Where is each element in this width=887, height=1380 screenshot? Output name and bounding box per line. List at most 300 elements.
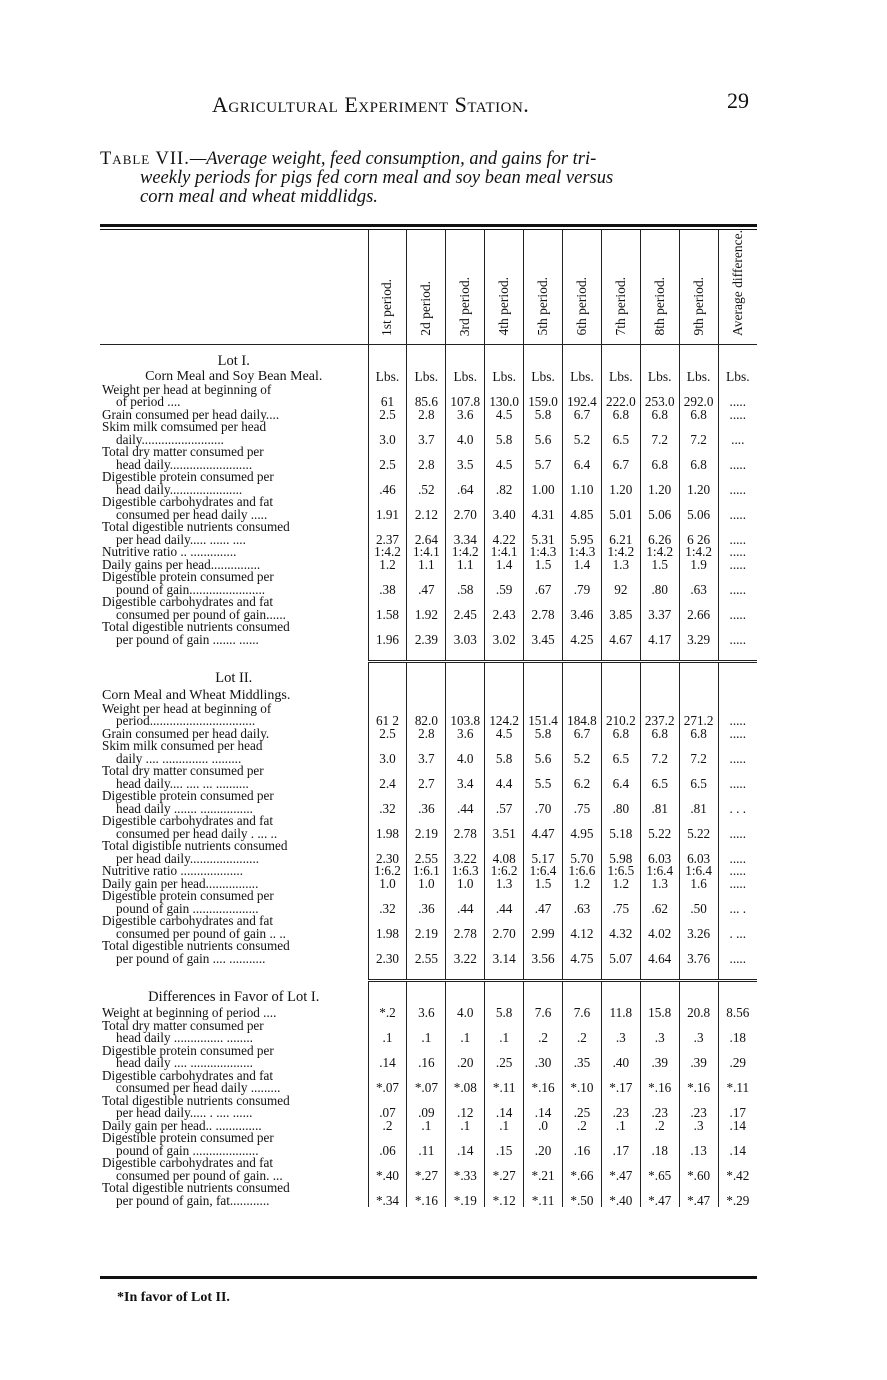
table-cell: .1 bbox=[446, 1020, 485, 1045]
table-cell: *.08 bbox=[446, 1070, 485, 1095]
table-row bbox=[100, 471, 757, 496]
row-label-line-2: head daily......................... bbox=[116, 456, 253, 472]
row-label bbox=[100, 1132, 368, 1157]
table-cell: .44 bbox=[446, 890, 485, 915]
empty-cell bbox=[718, 981, 757, 1008]
empty-cell bbox=[601, 344, 640, 371]
row-label-line-1: Total digestible nutrients consumed bbox=[102, 1180, 290, 1196]
table-cell: .25 bbox=[562, 1095, 601, 1120]
table-cell: ..... bbox=[718, 703, 757, 728]
table-caption bbox=[100, 150, 760, 207]
page-number: 29 bbox=[727, 88, 749, 113]
table-cell: .40 bbox=[601, 1045, 640, 1070]
table-cell: 5.22 bbox=[640, 815, 679, 840]
row-label-line-2: per head daily..... ...... .... bbox=[116, 531, 246, 547]
table-cell: 3.26 bbox=[679, 915, 718, 940]
table-cell: .70 bbox=[524, 790, 563, 815]
separator-cell bbox=[524, 965, 563, 981]
table-cell: 5.06 bbox=[679, 496, 718, 521]
table-cell: *.10 bbox=[562, 1070, 601, 1095]
row-label-line-1: Total dry matter consumed per bbox=[102, 1017, 264, 1033]
table-cell: 2.70 bbox=[485, 915, 524, 940]
table-cell: *.50 bbox=[562, 1182, 601, 1207]
table-cell: 6.8 bbox=[679, 728, 718, 741]
empty-cell bbox=[446, 981, 485, 1008]
table-cell: 2.19 bbox=[407, 815, 446, 840]
table-cell: 3.0 bbox=[368, 421, 407, 446]
table-cell: 3.45 bbox=[524, 621, 563, 646]
table-row bbox=[100, 815, 757, 840]
table-cell: 6.8 bbox=[679, 409, 718, 422]
table-cell: .80 bbox=[601, 790, 640, 815]
row-label-line-1: Total digestible nutrients consumed bbox=[102, 1092, 290, 1108]
separator-cell bbox=[601, 646, 640, 662]
table-cell: *.17 bbox=[601, 1070, 640, 1095]
table-cell: 3.03 bbox=[446, 621, 485, 646]
table-cell: 4.08 bbox=[485, 840, 524, 865]
empty-cell bbox=[718, 688, 757, 703]
table-cell: *.16 bbox=[524, 1070, 563, 1095]
column-header bbox=[485, 230, 524, 344]
unit-cell: Lbs. bbox=[601, 371, 640, 384]
lot2-title bbox=[100, 662, 757, 689]
table-cell: .07 bbox=[368, 1095, 407, 1120]
unit-cell: Lbs. bbox=[368, 371, 407, 384]
table-cell: .14 bbox=[485, 1095, 524, 1120]
separator-cell bbox=[640, 646, 679, 662]
table-cell: 1.10 bbox=[562, 471, 601, 496]
column-header-label: Average difference. bbox=[729, 230, 745, 336]
table-cell: 2.78 bbox=[446, 815, 485, 840]
table-cell: 5.22 bbox=[679, 815, 718, 840]
table-cell: .23 bbox=[640, 1095, 679, 1120]
table-cell: ..... bbox=[718, 471, 757, 496]
table-cell: 5.8 bbox=[485, 1007, 524, 1020]
column-header bbox=[368, 230, 407, 344]
table-cell: 5.6 bbox=[524, 740, 563, 765]
caption-line-3: corn meal and wheat middlidgs. bbox=[140, 187, 378, 207]
empty-cell bbox=[679, 344, 718, 371]
table-cell: .06 bbox=[368, 1132, 407, 1157]
table-cell: 3.4 bbox=[446, 765, 485, 790]
table-row bbox=[100, 790, 757, 815]
empty-cell bbox=[679, 688, 718, 703]
table-cell: 1.3 bbox=[640, 878, 679, 891]
table-cell: 5.98 bbox=[601, 840, 640, 865]
column-header-label: 6th period. bbox=[573, 277, 589, 336]
table-cell: .09 bbox=[407, 1095, 446, 1120]
row-label-line-1: Total digestible nutrients consumed bbox=[102, 938, 290, 954]
separator-cell bbox=[640, 965, 679, 981]
row-label-line-1: Digestible protein consumed per bbox=[102, 569, 274, 585]
empty-cell bbox=[368, 688, 407, 703]
table-cell: 5.6 bbox=[524, 421, 563, 446]
table-cell: 2.78 bbox=[524, 596, 563, 621]
table-cell: 5.2 bbox=[562, 740, 601, 765]
table-cell: 1.98 bbox=[368, 815, 407, 840]
table-cell: .58 bbox=[446, 571, 485, 596]
empty-cell bbox=[640, 981, 679, 1008]
row-label bbox=[100, 421, 368, 446]
row-label-line-1: Daily gain per head.. .............. bbox=[102, 1117, 262, 1133]
table-cell: .17 bbox=[601, 1132, 640, 1157]
table-cell: *.47 bbox=[601, 1157, 640, 1182]
table-cell: 7.6 bbox=[524, 1007, 563, 1020]
table-row bbox=[100, 571, 757, 596]
column-header-label: 9th period. bbox=[690, 277, 706, 336]
table-cell: 4.17 bbox=[640, 621, 679, 646]
table-cell: 1.58 bbox=[368, 596, 407, 621]
table-cell: 1.1 bbox=[407, 559, 446, 572]
table-cell: .18 bbox=[640, 1132, 679, 1157]
table-cell: .14 bbox=[718, 1132, 757, 1157]
column-header-label: 3rd period. bbox=[457, 276, 473, 336]
table-cell: 5.17 bbox=[524, 840, 563, 865]
table-cell: .14 bbox=[368, 1045, 407, 1070]
column-header-label: 4th period. bbox=[496, 277, 512, 336]
table-cell: 1.20 bbox=[640, 471, 679, 496]
table-cell: .75 bbox=[562, 790, 601, 815]
table-cell: 3.6 bbox=[446, 409, 485, 422]
row-label-line-1: Total digestible nutrients consumed bbox=[102, 619, 290, 635]
row-label-line-1: Nutritive ratio ................... bbox=[102, 863, 244, 879]
table-cell: 61 2 bbox=[368, 703, 407, 728]
table-cell: ..... bbox=[718, 384, 757, 409]
table-cell: 6.8 bbox=[679, 446, 718, 471]
table-cell: 1:6.3 bbox=[446, 865, 485, 878]
table-cell: ..... bbox=[718, 596, 757, 621]
table-cell: 4.0 bbox=[446, 421, 485, 446]
table-cell: 159.0 bbox=[524, 384, 563, 409]
table-cell: .1 bbox=[446, 1120, 485, 1133]
table-cell: .1 bbox=[368, 1020, 407, 1045]
top-rule bbox=[100, 224, 757, 227]
table-cell: 1.3 bbox=[485, 878, 524, 891]
table-cell: .23 bbox=[601, 1095, 640, 1120]
table-cell: .17 bbox=[718, 1095, 757, 1120]
table-cell: 7.2 bbox=[679, 421, 718, 446]
table-cell: 1:6.2 bbox=[485, 865, 524, 878]
empty-cell bbox=[485, 344, 524, 371]
table-cell: 4.0 bbox=[446, 1007, 485, 1020]
table-cell: 2.12 bbox=[407, 496, 446, 521]
table-cell: 1:6.1 bbox=[407, 865, 446, 878]
table-cell: 5.5 bbox=[524, 765, 563, 790]
table-cell: ..... bbox=[718, 496, 757, 521]
table-cell: .39 bbox=[640, 1045, 679, 1070]
table-cell: *.19 bbox=[446, 1182, 485, 1207]
table-cell: .30 bbox=[524, 1045, 563, 1070]
empty-cell bbox=[485, 662, 524, 689]
table-cell: 5.06 bbox=[640, 496, 679, 521]
caption-line-1 bbox=[100, 150, 760, 169]
table-cell: .2 bbox=[368, 1120, 407, 1133]
empty-cell bbox=[407, 344, 446, 371]
table-row bbox=[100, 1095, 757, 1120]
table-cell: .1 bbox=[407, 1120, 446, 1133]
table-cell: 1:6.4 bbox=[679, 865, 718, 878]
table-cell: .1 bbox=[407, 1020, 446, 1045]
table-cell: 2.39 bbox=[407, 621, 446, 646]
lot2-title-label: Lot II. bbox=[215, 669, 253, 686]
separator-cell bbox=[718, 646, 757, 662]
row-label bbox=[100, 1017, 368, 1046]
table-cell: .1 bbox=[485, 1020, 524, 1045]
table-cell: 1.96 bbox=[368, 621, 407, 646]
separator-cell bbox=[368, 646, 407, 662]
column-header bbox=[679, 230, 718, 344]
table-cell: 3.40 bbox=[485, 496, 524, 521]
row-label-line-1: Nutritive ratio .. .............. bbox=[102, 544, 237, 560]
column-header bbox=[718, 230, 757, 344]
table-cell: 1:6.4 bbox=[524, 865, 563, 878]
row-label-line-1: Digestible protein consumed per bbox=[102, 1042, 274, 1058]
table-cell: 4.95 bbox=[562, 815, 601, 840]
row-label-line-1: Total dry matter consumed per bbox=[102, 763, 264, 779]
row-label-line-2: consumed per head daily . ... .. bbox=[116, 825, 278, 841]
row-label-line-1: Grain consumed per head daily.... bbox=[102, 406, 280, 422]
table-cell: 3.0 bbox=[368, 740, 407, 765]
table-cell: 15.8 bbox=[640, 1007, 679, 1020]
table-cell: 6.26 bbox=[640, 521, 679, 546]
table-cell: 1.98 bbox=[368, 915, 407, 940]
row-label-line-1: Total digestible nutrients consumed bbox=[102, 519, 290, 535]
table-cell: 1:6.4 bbox=[640, 865, 679, 878]
unit-cell: Lbs. bbox=[640, 371, 679, 384]
table-cell: *.12 bbox=[485, 1182, 524, 1207]
lot2-subtitle-label: Corn Meal and Wheat Middlings. bbox=[102, 688, 291, 704]
table-cell: ..... bbox=[718, 815, 757, 840]
empty-cell bbox=[485, 688, 524, 703]
empty-cell bbox=[601, 981, 640, 1008]
separator-cell bbox=[446, 646, 485, 662]
table-cell: 1.2 bbox=[368, 559, 407, 572]
row-label-line-2: of period .... bbox=[116, 394, 181, 410]
table-cell: 3.22 bbox=[446, 840, 485, 865]
table-cell: 6.8 bbox=[640, 728, 679, 741]
table-row bbox=[100, 521, 757, 546]
table-cell: 2.78 bbox=[446, 915, 485, 940]
table-cell: .12 bbox=[446, 1095, 485, 1120]
table-cell: 1.4 bbox=[562, 559, 601, 572]
row-label-line-2: daily......................... bbox=[116, 431, 224, 447]
table-cell: 3.5 bbox=[446, 446, 485, 471]
row-label-line-1: Weight per head at beginning of bbox=[102, 381, 272, 397]
row-label bbox=[100, 1092, 368, 1121]
row-label-line-1: Total dry matter consumed per bbox=[102, 444, 264, 460]
empty-cell bbox=[368, 662, 407, 689]
table-cell: 7.2 bbox=[640, 740, 679, 765]
caption-line-2: weekly periods for pigs fed corn meal and soy bean meal versus bbox=[140, 168, 614, 188]
table-row bbox=[100, 596, 757, 621]
table-cell: 2.19 bbox=[407, 915, 446, 940]
empty-cell bbox=[524, 688, 563, 703]
table-cell: 2.64 bbox=[407, 521, 446, 546]
diff-title-label: Differences in Favor of Lot I. bbox=[148, 988, 320, 1005]
row-label-line-2: consumed per pound of gain .. .. bbox=[116, 925, 286, 941]
row-label-line-2: pound of gain .................... bbox=[116, 1142, 259, 1158]
table-cell: .64 bbox=[446, 471, 485, 496]
table-cell: .39 bbox=[679, 1045, 718, 1070]
table-cell: 4.32 bbox=[601, 915, 640, 940]
table-cell: .16 bbox=[562, 1132, 601, 1157]
table-cell: 82.0 bbox=[407, 703, 446, 728]
data-table bbox=[100, 230, 757, 1207]
table-cell: .... bbox=[718, 421, 757, 446]
table-cell: *.66 bbox=[562, 1157, 601, 1182]
table-cell: 6.4 bbox=[601, 765, 640, 790]
empty-cell bbox=[640, 662, 679, 689]
table-cell: 4.5 bbox=[485, 409, 524, 422]
table-cell: 1.92 bbox=[407, 596, 446, 621]
table-cell: .32 bbox=[368, 890, 407, 915]
page-header bbox=[0, 88, 887, 122]
empty-cell bbox=[407, 662, 446, 689]
row-label bbox=[100, 621, 368, 646]
table-cell: 1:6.6 bbox=[562, 865, 601, 878]
table-cell: . ... bbox=[718, 915, 757, 940]
table-cell: 6 26 bbox=[679, 521, 718, 546]
table-cell: 4.47 bbox=[524, 815, 563, 840]
empty-cell bbox=[718, 344, 757, 371]
unit-cell: Lbs. bbox=[679, 371, 718, 384]
table-cell: *.16 bbox=[640, 1070, 679, 1095]
column-header-label: 8th period. bbox=[651, 277, 667, 336]
table-cell: 4.02 bbox=[640, 915, 679, 940]
table-cell: 2.8 bbox=[407, 446, 446, 471]
empty-cell bbox=[679, 981, 718, 1008]
table-cell: .47 bbox=[524, 890, 563, 915]
unit-cell: Lbs. bbox=[407, 371, 446, 384]
table-cell: 6.5 bbox=[601, 421, 640, 446]
empty-cell bbox=[485, 981, 524, 1008]
table-cell: .36 bbox=[407, 890, 446, 915]
table-cell: .57 bbox=[485, 790, 524, 815]
table-cell: ... . bbox=[718, 890, 757, 915]
table-cell: 4.64 bbox=[640, 940, 679, 965]
row-label-line-2: head daily ............... ........ bbox=[116, 1030, 253, 1046]
table-cell: 4.5 bbox=[485, 728, 524, 741]
table-row bbox=[100, 1070, 757, 1095]
column-header bbox=[640, 230, 679, 344]
table-cell: 1.5 bbox=[640, 559, 679, 572]
table-cell: .14 bbox=[524, 1095, 563, 1120]
table-cell: 3.02 bbox=[485, 621, 524, 646]
empty-cell bbox=[562, 981, 601, 1008]
column-header bbox=[562, 230, 601, 344]
table-cell: 4.85 bbox=[562, 496, 601, 521]
empty-cell bbox=[562, 688, 601, 703]
table-row bbox=[100, 496, 757, 521]
table-cell: .82 bbox=[485, 471, 524, 496]
table-cell: 2.5 bbox=[368, 728, 407, 741]
table-cell: *.07 bbox=[368, 1070, 407, 1095]
table-cell: 2.70 bbox=[446, 496, 485, 521]
row-label-line-1: Digestible protein consumed per bbox=[102, 1130, 274, 1146]
empty-cell bbox=[368, 981, 407, 1008]
separator-cell bbox=[562, 646, 601, 662]
table-cell: .44 bbox=[485, 890, 524, 915]
table-cell: 11.8 bbox=[601, 1007, 640, 1020]
table-cell: .1 bbox=[601, 1120, 640, 1133]
table-cell: 1.2 bbox=[562, 878, 601, 891]
row-label bbox=[100, 790, 368, 815]
table-cell: 2.43 bbox=[485, 596, 524, 621]
table-cell: .44 bbox=[446, 790, 485, 815]
row-label-line-2: per head daily..... . .... ...... bbox=[116, 1105, 253, 1121]
empty-cell bbox=[524, 981, 563, 1008]
table-row bbox=[100, 1132, 757, 1157]
table-cell: *.27 bbox=[407, 1157, 446, 1182]
empty-cell bbox=[601, 662, 640, 689]
row-label-line-2: consumed per head daily ......... bbox=[116, 1080, 281, 1096]
table-cell: 4.22 bbox=[485, 521, 524, 546]
table-cell: 3.14 bbox=[485, 940, 524, 965]
row-label-line-2: per pound of gain, fat............ bbox=[116, 1192, 270, 1208]
table-cell: 1:6.5 bbox=[601, 865, 640, 878]
table-cell: 4.67 bbox=[601, 621, 640, 646]
table-cell: 222.0 bbox=[601, 384, 640, 409]
table-row bbox=[100, 890, 757, 915]
empty-cell bbox=[679, 662, 718, 689]
separator-label-cell bbox=[100, 646, 368, 662]
table-cell: 8.56 bbox=[718, 1007, 757, 1020]
table-cell: 107.8 bbox=[446, 384, 485, 409]
table-cell: .11 bbox=[407, 1132, 446, 1157]
table-cell: *.65 bbox=[640, 1157, 679, 1182]
row-label bbox=[100, 1067, 368, 1096]
table-cell: 6.7 bbox=[562, 409, 601, 422]
table-cell: 271.2 bbox=[679, 703, 718, 728]
empty-cell bbox=[601, 688, 640, 703]
table-cell: 3.56 bbox=[524, 940, 563, 965]
table-cell: 4.12 bbox=[562, 915, 601, 940]
table-cell: 5.95 bbox=[562, 521, 601, 546]
row-label-line-1: Daily gain per head................ bbox=[102, 875, 259, 891]
table-cell: 3.37 bbox=[640, 596, 679, 621]
table-cell: .1 bbox=[485, 1120, 524, 1133]
row-label bbox=[100, 890, 368, 915]
table-cell: ..... bbox=[718, 446, 757, 471]
row-label-line-1: Weight at beginning of period .... bbox=[102, 1005, 277, 1021]
table-cell: 6.5 bbox=[601, 740, 640, 765]
diff-title bbox=[100, 981, 757, 1008]
empty-cell bbox=[562, 344, 601, 371]
table-cell: 20.8 bbox=[679, 1007, 718, 1020]
table-cell: ..... bbox=[718, 865, 757, 878]
table-cell: .47 bbox=[407, 571, 446, 596]
table-cell: 5.31 bbox=[524, 521, 563, 546]
table-cell: 1:4.2 bbox=[601, 546, 640, 559]
table-cell: 2.8 bbox=[407, 728, 446, 741]
table-cell: .14 bbox=[446, 1132, 485, 1157]
section-separator bbox=[100, 646, 757, 662]
table-cell: .20 bbox=[524, 1132, 563, 1157]
column-header-label: 5th period. bbox=[535, 277, 551, 336]
table-cell: .3 bbox=[601, 1020, 640, 1045]
table-cell: 2.5 bbox=[368, 409, 407, 422]
row-label-line-1: Digestible protein consumed per bbox=[102, 469, 274, 485]
table-cell: .2 bbox=[640, 1120, 679, 1133]
table-cell: 4.4 bbox=[485, 765, 524, 790]
table-cell: 1.0 bbox=[407, 878, 446, 891]
table-cell: 5.8 bbox=[524, 409, 563, 422]
table-cell: 5.7 bbox=[524, 446, 563, 471]
table-cell: *.07 bbox=[407, 1070, 446, 1095]
separator-cell bbox=[368, 965, 407, 981]
separator-cell bbox=[562, 965, 601, 981]
row-label-line-2: consumed per head daily ..... bbox=[116, 506, 268, 522]
